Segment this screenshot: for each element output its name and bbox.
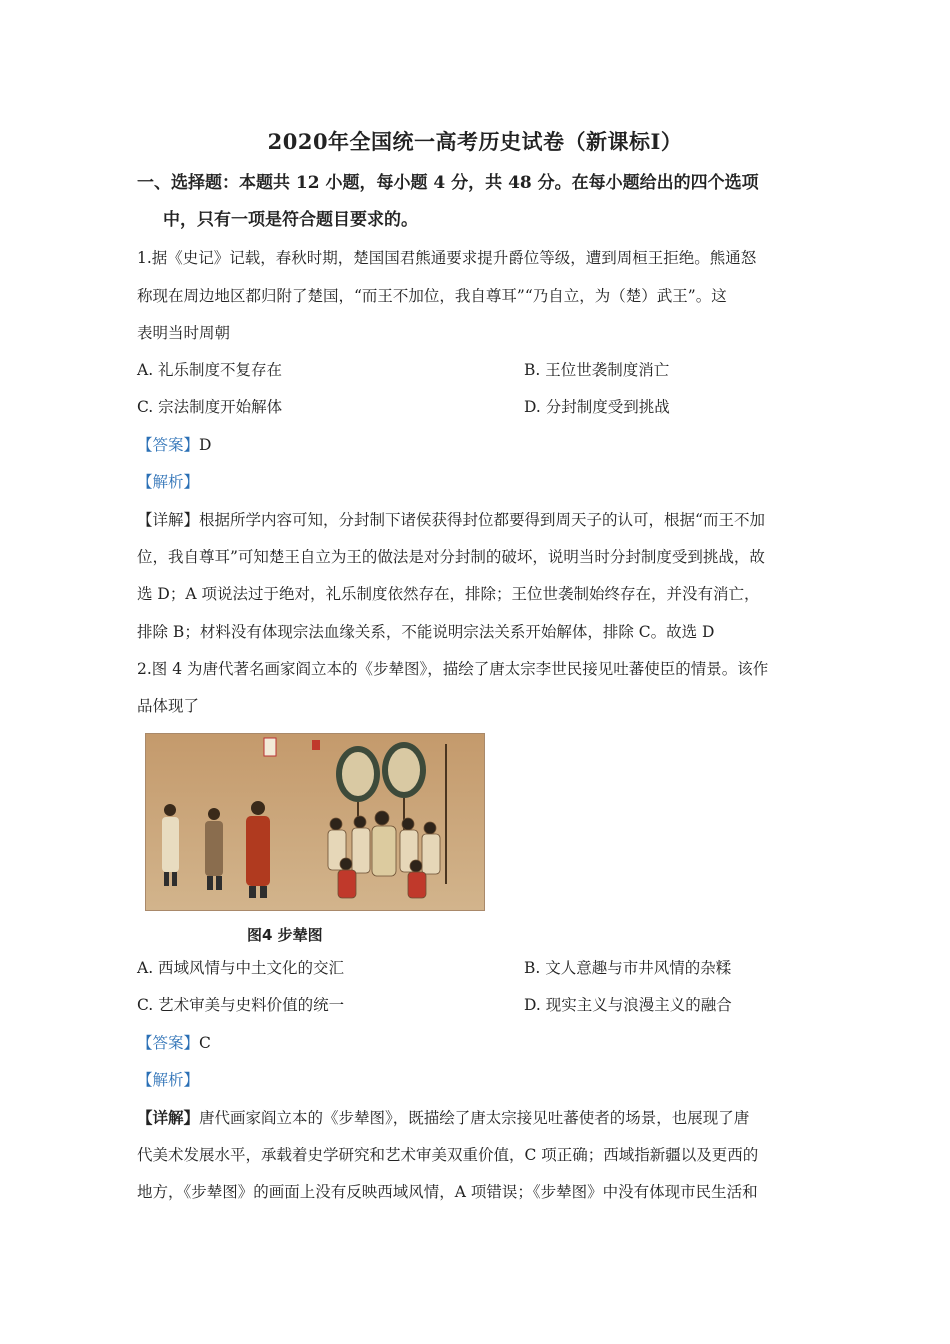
q1-detail-line bbox=[137, 510, 765, 530]
painting-illustration bbox=[146, 734, 484, 910]
q2-detail-line: 地方，《步辇图》的画面上没有反映西域风情，A 项错误；《步辇图》中没有体现市民生活和 bbox=[137, 1183, 758, 1201]
analysis-tag: 【解析】 bbox=[137, 1071, 200, 1089]
painting-figure bbox=[145, 733, 485, 911]
answer-value: D bbox=[199, 436, 212, 454]
q2-option-c: C. 艺术审美与史料价值的统一 bbox=[137, 996, 345, 1014]
q2-stem-line: 2.图 4 为唐代著名画家阎立本的《步辇图》，描绘了唐太宗李世民接见吐蕃使臣的情景。该作 bbox=[137, 660, 769, 678]
q1-option-c: C. 宗法制度开始解体 bbox=[137, 398, 283, 416]
answer-tag: 【答案】 bbox=[137, 436, 200, 454]
q1-answer bbox=[137, 435, 211, 455]
detail-tag: 【详解】 bbox=[137, 511, 200, 529]
q1-option-d: D. 分封制度受到挑战 bbox=[524, 398, 670, 416]
q2-option-a: A. 西域风情与中土文化的交汇 bbox=[137, 959, 345, 977]
detail-text: 唐代画家阎立本的《步辇图》，既描绘了唐太宗接见吐蕃使者的场景，也展现了唐 bbox=[199, 1109, 750, 1127]
q2-stem-line: 品体现了 bbox=[137, 697, 200, 715]
q2-analysis-tag bbox=[137, 1070, 199, 1090]
q1-detail-line: 选 D；A 项说法过于绝对，礼乐制度依然存在，排除；王位世袭制始终存在，并没有消亡， bbox=[137, 585, 760, 603]
section-heading bbox=[137, 165, 827, 239]
analysis-tag: 【解析】 bbox=[137, 473, 200, 491]
q1-detail-line: 位，我自尊耳”可知楚王自立为王的做法是对分封制的破坏，说明当时分封制度受到挑战，故 bbox=[137, 548, 765, 566]
section-heading-line1: 一、选择题：本题共 12 小题，每小题 4 分，共 48 分。在每小题给出的四个选项 bbox=[137, 173, 759, 193]
q2-answer bbox=[137, 1033, 211, 1053]
figure-caption: 图4 步辇图 bbox=[247, 926, 323, 944]
detail-text: 根据所学内容可知，分封制下诸侯获得封位都要得到周天子的认可，根据“而王不加 bbox=[199, 511, 765, 529]
q1-analysis-tag bbox=[137, 472, 199, 492]
q1-stem-line: 表明当时周朝 bbox=[137, 324, 231, 342]
q1-detail-line: 排除 B；材料没有体现宗法血缘关系，不能说明宗法关系开始解体，排除 C。故选 D bbox=[137, 623, 715, 641]
q1-option-a: A. 礼乐制度不复存在 bbox=[137, 361, 283, 379]
q2-option-b: B. 文人意趣与市井风情的杂糅 bbox=[524, 959, 732, 977]
q1-stem-line: 称现在周边地区都归附了楚国，“而王不加位，我自尊耳”“乃自立，为（楚）武王”。这 bbox=[137, 287, 727, 305]
q2-option-d: D. 现实主义与浪漫主义的融合 bbox=[524, 996, 732, 1014]
q2-detail-line: 代美术发展水平，承载着史学研究和艺术审美双重价值，C 项正确；西域指新疆以及更西的 bbox=[137, 1146, 759, 1164]
q1-stem-line: 1.据《史记》记载，春秋时期，楚国国君熊通要求提升爵位等级，遭到周桓王拒绝。熊通怒 bbox=[137, 249, 757, 267]
answer-value: C bbox=[199, 1034, 211, 1052]
section-heading-line2: 中，只有一项是符合题目要求的。 bbox=[163, 210, 418, 230]
page-title: 2020年全国统一高考历史试卷（新课标I） bbox=[267, 129, 683, 154]
q2-detail-line bbox=[137, 1108, 749, 1128]
q1-option-b: B. 王位世袭制度消亡 bbox=[524, 361, 670, 379]
detail-tag: 【详解】 bbox=[137, 1108, 200, 1127]
answer-tag: 【答案】 bbox=[137, 1034, 200, 1052]
